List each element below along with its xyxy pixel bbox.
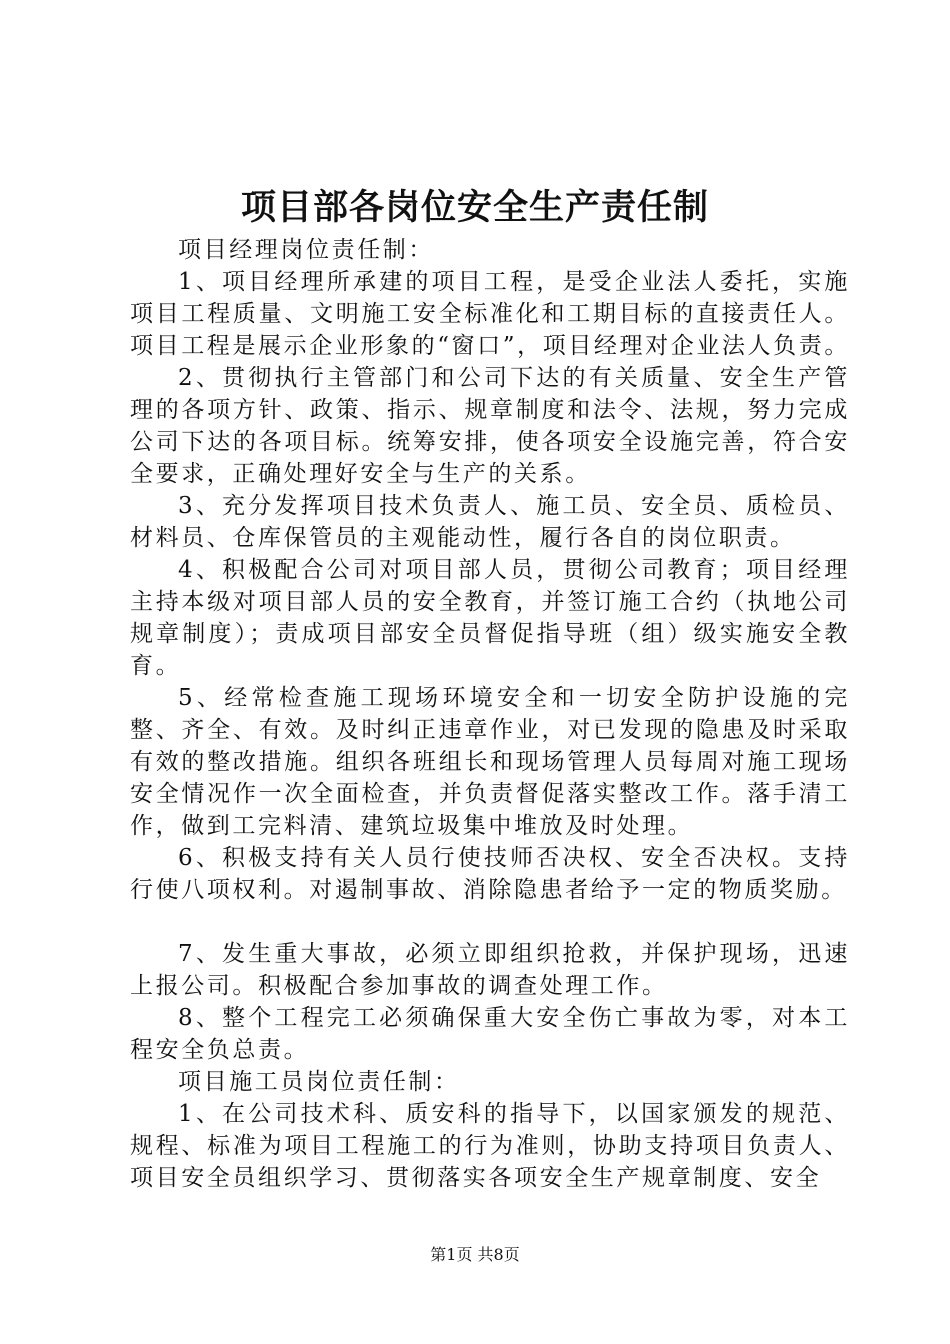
document-title: 项目部各岗位安全生产责任制: [240, 188, 709, 228]
paragraph-item-5: 5、经常检查施工现场环境安全和一切安全防护设施的完整、齐全、有效。及时纠正违章作业，对已发现的隐患及时采取有效的整改措施。组织各班组长和现场管理人员每周对施工现场安全情况作一次全面检查，并负责督促落实整改工作。落手清工作，做到工完料清、建筑垃圾集中堆放及时处理。: [130, 685, 850, 839]
paragraph-item-1: 1、项目经理所承建的项目工程，是受企业法人委托，实施项目工程质量、文明施工安全标准化和工期目标的直接责任人。项目工程是展示企业形象的“窗口”，项目经理对企业法人负责。: [130, 269, 850, 359]
paragraph-constructor-item-1: 1、在公司技术科、质安科的指导下，以国家颁发的规范、规程、标准为项目工程施工的行为准则，协助支持项目负责人、项目安全员组织学习、贯彻落实各项安全生产规章制度、安全: [130, 1101, 850, 1191]
paragraph-item-2: 2、贯彻执行主管部门和公司下达的有关质量、安全生产管理的各项方针、政策、指示、规章制度和法令、法规，努力完成公司下达的各项目标。统筹安排，使各项安全设施完善，符合安全要求，正确处理好安全与生产的关系。: [130, 365, 850, 487]
paragraph-section-heading-constructor: 项目施工员岗位责任制：: [178, 1069, 460, 1095]
paragraph-item-4: 4、积极配合公司对项目部人员，贯彻公司教育；项目经理主持本级对项目部人员的安全教育，并签订施工合约（执地公司规章制度）；责成项目部安全员督促指导班（组）级实施安全教育。: [130, 557, 850, 679]
paragraph-section-heading-manager: 项目经理岗位责任制：: [178, 237, 434, 263]
paragraph-item-6: 6、积极支持有关人员行使技师否决权、安全否决权。支持行使八项权利。对遏制事故、消除隐患者给予一定的物质奖励。: [130, 845, 850, 903]
paragraph-item-8: 8、整个工程完工必须确保重大安全伤亡事故为零，对本工程安全负总责。: [130, 1005, 850, 1063]
paragraph-item-7: 7、发生重大事故，必须立即组织抢救，并保护现场，迅速上报公司。积极配合参加事故的调查处理工作。: [130, 941, 850, 999]
document-body: [130, 234, 850, 1194]
paragraph-item-3: 3、充分发挥项目技术负责人、施工员、安全员、质检员、材料员、仓库保管员的主观能动性，履行各自的岗位职责。: [130, 493, 850, 551]
page-footer: 第1页 共8页: [430, 1245, 520, 1264]
